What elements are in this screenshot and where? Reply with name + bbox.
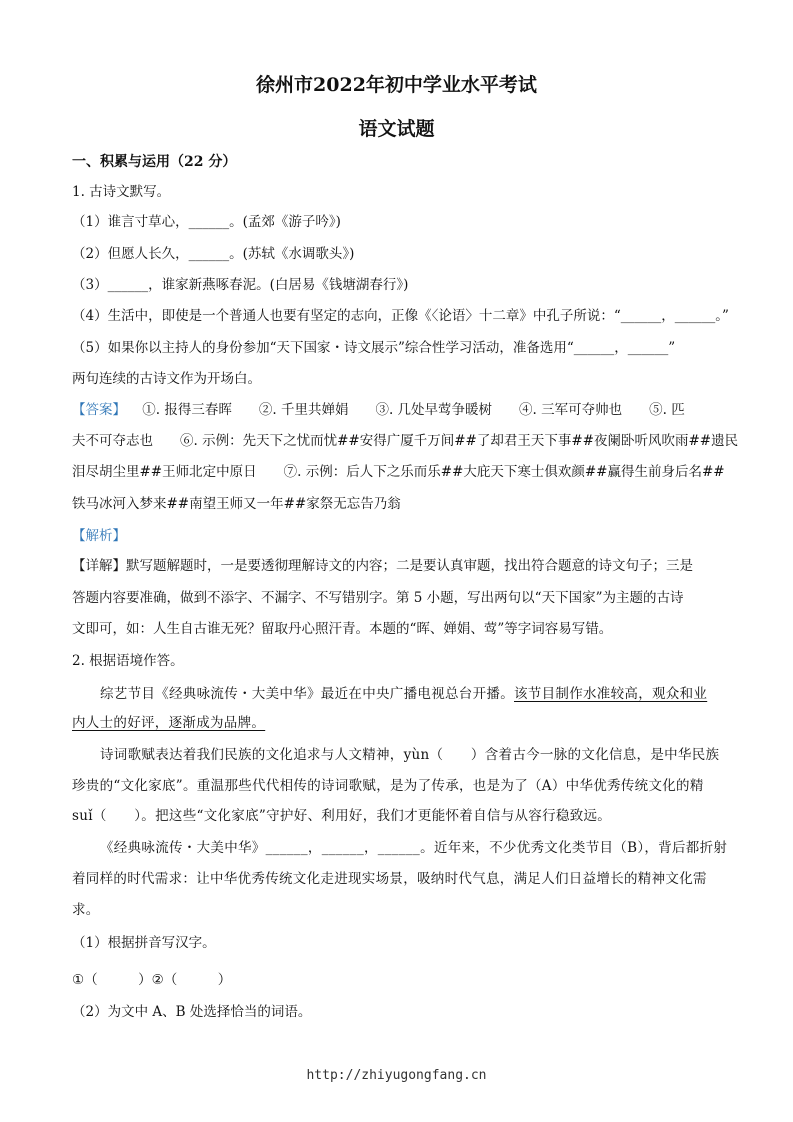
detail-line-1: 【详解】默写题解题时，一是要透彻理解诗文的内容；二是要认真审题，找出符合题意的诗文句子；三是 <box>72 558 693 574</box>
q2-para2-line1: 诗词歌赋表达着我们民族的文化追求与人文精神，yùn（ ）含着古今一脉的文化信息，是中华民族 <box>100 747 720 763</box>
q1-item-3: （3）______，谁家新燕啄春泥。(白居易《钱塘湖春行》) <box>72 277 409 293</box>
section-heading: 一、积累与运用（22 分） <box>72 154 237 170</box>
q2-para2-line2: 珍贵的“文化家底”。重温那些代代相传的诗词歌赋，是为了传承，也是为了（A）中华优秀传统文化的精 <box>72 778 704 794</box>
q2-stem: 2. 根据语境作答。 <box>72 653 184 669</box>
q1-item-5-cont: 两句连续的古诗文作为开场白。 <box>72 371 261 387</box>
q2-para2-line3: suǐ（ ）。把这些“文化家底”守护好、利用好，我们才更能怀着自信与从容行稳致远。 <box>72 808 612 824</box>
page-title: 徐州市2022年初中学业水平考试 <box>256 74 537 96</box>
q2-sub2: （2）为文中 A、B 处选择恰当的词语。 <box>72 1004 312 1020</box>
q1-item-5: （5）如果你以主持人的身份参加“天下国家・诗文展示”综合性学习活动，准备选用“______，______” <box>72 340 676 356</box>
q2-para1-line1 <box>100 684 722 704</box>
footer-url[interactable]: http://zhiyugongfang.cn <box>306 1068 487 1083</box>
q2-sub1: （1）根据拼音写汉字。 <box>72 935 216 951</box>
answer-text-1: ①. 报得三春晖 ②. 千里共婵娟 ③. 几处早莺争暖树 ④. 三军可夺帅也 ⑤. 匹 <box>142 402 685 418</box>
q2-para1-underlined-a: 该节目制作水准较高，观众和业 <box>514 686 708 702</box>
answer-line-1 <box>72 400 722 420</box>
q2-para3-line1: 《经典咏流传・大美中华》______，______，______。近年来，不少优秀文化类节目（B），背后都折射 <box>100 840 728 856</box>
q1-item-1: （1）谁言寸草心，______。(孟郊《游子吟》) <box>72 214 341 230</box>
answer-line-2: 夫不可夺志也 ⑥. 示例：先天下之忧而忧##安得广厦千万间##了却君王天下事##夜阑卧听风吹雨##遗民 <box>72 433 739 449</box>
answer-line-4: 铁马冰河入梦来##南望王师又一年##家祭无忘告乃翁 <box>72 496 401 512</box>
q2-sub1-blanks: ①（ ）②（ ） <box>72 972 232 988</box>
q2-para1-plain: 综艺节目《经典咏流传・大美中华》最近在中央广播电视总台开播。 <box>100 686 514 702</box>
q1-item-4: （4）生活中，即使是一个普通人也要有坚定的志向，正像《〈论语〉十二章》中孔子所说：“______，______。” <box>72 308 729 324</box>
detail-line-2: 答题内容要准确，做到不添字、不漏字、不写错别字。第 5 小题，写出两句以“天下国家”为主题的古诗 <box>72 590 684 606</box>
q2-para3-line3: 求。 <box>72 902 100 918</box>
page-subtitle: 语文试题 <box>358 118 435 140</box>
q1-stem: 1. 古诗文默写。 <box>72 184 171 200</box>
answer-line-3: 泪尽胡尘里##王师北定中原日 ⑦. 示例：后人下之乐而乐##大庇天下寒士俱欢颜##赢得生前身后名## <box>72 464 725 480</box>
answer-tag: 【答案】 <box>72 402 126 418</box>
q2-para1-underlined-b: 内人士的好评，逐渐成为品牌。 <box>72 715 266 731</box>
analysis-tag: 【解析】 <box>72 528 126 544</box>
detail-line-3: 文即可，如：人生自古谁无死？留取丹心照汗青。本题的“晖、婵娟、莺”等字词容易写错。 <box>72 621 613 637</box>
q1-item-2: （2）但愿人长久，______。(苏轼《水调歌头》) <box>72 246 355 262</box>
q2-para1-line2 <box>72 713 722 733</box>
q2-para3-line2: 着同样的时代需求：让中华优秀传统文化走进现实场景，吸纳时代气息，满足人们日益增长的精神文化需 <box>72 871 707 887</box>
